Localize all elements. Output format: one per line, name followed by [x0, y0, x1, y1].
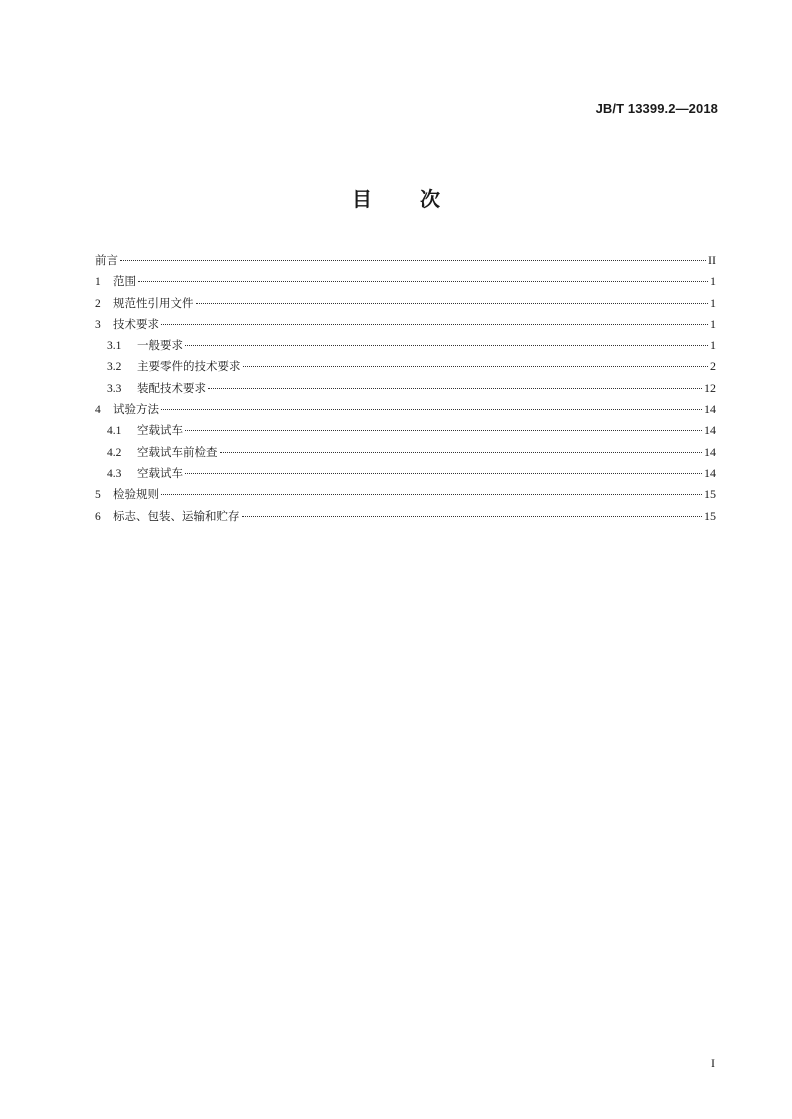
standard-code: JB/T 13399.2—2018	[595, 101, 718, 116]
toc-entry-page: 1	[710, 274, 716, 289]
page-title	[0, 183, 792, 212]
toc-dot-leader	[161, 324, 708, 325]
toc-entry[interactable]	[95, 293, 716, 314]
title-char-2: 次	[420, 187, 440, 211]
page-number: I	[711, 1056, 715, 1070]
toc-entry-title: 一般要求	[137, 338, 183, 353]
toc-dot-leader	[242, 516, 703, 517]
toc-entry-title: 前言	[95, 253, 118, 267]
toc-entry[interactable]	[95, 442, 716, 463]
toc-entry-title: 标志、包装、运输和贮存	[113, 508, 240, 523]
toc-entry-title: 检验规则	[113, 487, 159, 502]
toc-entry-number: 4.2	[107, 446, 122, 459]
toc-entry-page: 14	[704, 465, 716, 480]
toc-entry-number: 5	[95, 489, 101, 502]
toc-entry[interactable]	[95, 463, 716, 484]
toc-dot-leader	[196, 303, 709, 304]
table-of-contents	[95, 250, 716, 527]
toc-entry[interactable]	[95, 335, 716, 356]
toc-entry-page: 14	[704, 423, 716, 438]
toc-entry-number: 1	[95, 276, 101, 289]
title-char-1: 目	[352, 187, 372, 211]
toc-entry-page: 2	[710, 359, 716, 374]
toc-entry[interactable]	[95, 314, 716, 335]
toc-dot-leader	[161, 409, 702, 410]
toc-entry[interactable]	[95, 399, 716, 420]
toc-entry[interactable]	[95, 356, 716, 377]
toc-dot-leader	[220, 452, 703, 453]
toc-entry-number: 2	[95, 297, 101, 310]
toc-entry-title: 装配技术要求	[137, 380, 206, 395]
toc-entry-page: 15	[704, 487, 716, 502]
toc-entry-title: 试验方法	[113, 402, 159, 417]
toc-entry-number: 3.1	[107, 340, 122, 353]
toc-dot-leader	[208, 388, 702, 389]
toc-entry[interactable]	[95, 378, 716, 399]
toc-dot-leader	[185, 345, 708, 346]
toc-entry-title: 规范性引用文件	[113, 295, 194, 310]
toc-entry-title: 空载试车	[137, 423, 183, 438]
toc-entry-title: 空载试车	[137, 465, 183, 480]
toc-entry[interactable]	[95, 420, 716, 441]
toc-dot-leader	[138, 281, 708, 282]
toc-entry-page: 1	[710, 338, 716, 353]
toc-entry-page: 1	[710, 295, 716, 310]
toc-entry-page: 12	[704, 380, 716, 395]
toc-entry-number: 4	[95, 404, 101, 417]
toc-entry-title: 主要零件的技术要求	[137, 359, 241, 374]
toc-entry-title: 技术要求	[113, 316, 159, 331]
toc-entry-page: 14	[704, 444, 716, 459]
toc-entry-page: 1	[710, 316, 716, 331]
toc-dot-leader	[185, 473, 702, 474]
toc-dot-leader	[185, 430, 702, 431]
toc-entry-page: II	[708, 253, 716, 267]
toc-entry-number: 6	[95, 510, 101, 523]
toc-entry[interactable]	[95, 250, 716, 271]
toc-entry-number: 3.3	[107, 382, 122, 395]
toc-entry[interactable]	[95, 506, 716, 527]
toc-entry-page: 15	[704, 508, 716, 523]
toc-entry-title: 范围	[113, 274, 136, 289]
toc-entry-page: 14	[704, 402, 716, 417]
toc-dot-leader	[161, 494, 702, 495]
toc-dot-leader	[243, 366, 709, 367]
toc-entry-number: 4.3	[107, 467, 122, 480]
toc-dot-leader	[120, 260, 706, 261]
toc-entry-number: 3	[95, 318, 101, 331]
toc-entry-number: 4.1	[107, 425, 122, 438]
toc-entry-number: 3.2	[107, 361, 122, 374]
toc-entry[interactable]	[95, 271, 716, 292]
toc-entry[interactable]	[95, 484, 716, 505]
toc-entry-title: 空载试车前检查	[137, 444, 218, 459]
